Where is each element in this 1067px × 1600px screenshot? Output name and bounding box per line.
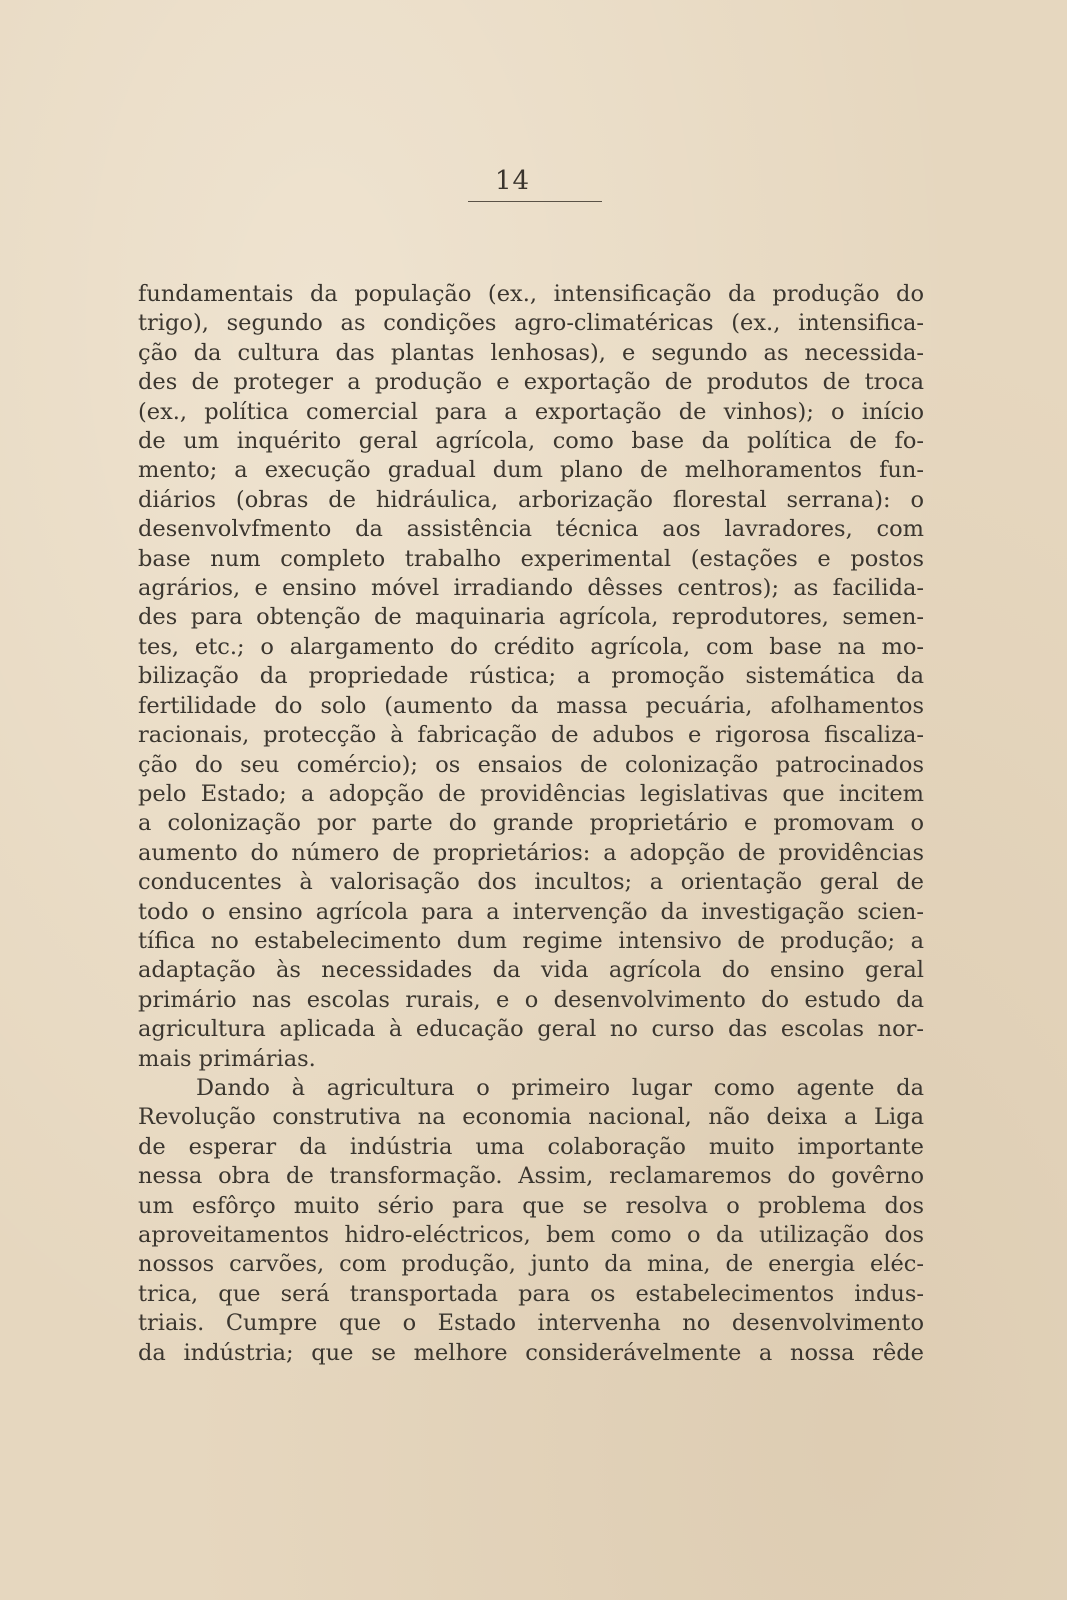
text-line: tes, etc.; o alargamento do crédito agrícola, com base na mo- xyxy=(138,633,924,660)
text-line: des de proteger a produção e exportação de produtos de troca xyxy=(138,369,924,396)
text-line: de esperar da indústria uma colaboração muito importante xyxy=(138,1133,924,1160)
text-line: mento; a execução gradual dum plano de melhoramentos fun- xyxy=(138,457,924,484)
text-line: nossos carvões, com produção, junto da mina, de energia eléc- xyxy=(138,1251,924,1278)
text-line: Revolução construtiva na economia nacional, não deixa a Liga xyxy=(138,1104,924,1131)
text-line: diários (obras de hidráulica, arborização florestal serrana): o xyxy=(138,486,924,513)
text-line: nessa obra de transformação. Assim, reclamaremos do govêrno xyxy=(138,1163,924,1190)
text-line: aumento do número de proprietários: a adopção de providências xyxy=(138,839,924,866)
text-line: da indústria; que se melhore considerávelmente a nossa rêde xyxy=(138,1339,924,1366)
text-line: aproveitamentos hidro-eléctricos, bem como o da utilização dos xyxy=(138,1222,924,1248)
text-line: todo o ensino agrícola para a intervenção da investigação scien- xyxy=(138,898,924,925)
text-line: pelo Estado; a adopção de providências legislativas que incitem xyxy=(138,780,924,807)
text-line: bilização da propriedade rústica; a promoção sistemática da xyxy=(138,663,924,690)
text-line: fundamentais da população (ex., intensificação da produção do xyxy=(138,281,924,307)
text-line: Dando à agricultura o primeiro lugar como agente da xyxy=(196,1074,924,1101)
text-line: primário nas escolas rurais, e o desenvolvimento do estudo da xyxy=(138,986,924,1013)
text-line: base num completo trabalho experimental (estações e postos xyxy=(138,545,924,572)
text-line: triais. Cumpre que o Estado intervenha no desenvolvimento xyxy=(138,1310,924,1337)
text-line: ção da cultura das plantas lenhosas), e segundo as necessida- xyxy=(138,339,924,366)
text-line: des para obtenção de maquinaria agrícola, reprodutores, semen- xyxy=(138,604,924,631)
text-line: trigo), segundo as condições agro-climatéricas (ex., intensifica- xyxy=(138,310,924,337)
body-text xyxy=(138,280,924,1368)
text-line: adaptação às necessidades da vida agrícola do ensino geral xyxy=(138,957,924,984)
text-line: a colonização por parte do grande proprietário e promovam o xyxy=(138,810,924,837)
text-line: mais primárias. xyxy=(138,1045,316,1072)
text-line: fertilidade do solo (aumento da massa pecuária, afolhamentos xyxy=(138,692,924,719)
text-line: conducentes à valorisação dos incultos; a orientação geral de xyxy=(138,869,924,896)
text-line: (ex., política comercial para a exportação de vinhos); o início xyxy=(138,398,924,425)
text-line: racionais, protecção à fabricação de adubos e rigorosa fiscaliza- xyxy=(138,722,924,749)
page-number: 14 xyxy=(495,166,531,196)
text-line: desenvolvfmento da assistência técnica aos lavradores, com xyxy=(138,516,924,543)
text-line: ção do seu comércio); os ensaios de colonização patrocinados xyxy=(138,751,924,778)
text-line: agrários, e ensino móvel irradiando dêsses centros); as facilida- xyxy=(138,575,924,602)
text-line: trica, que será transportada para os estabelecimentos indus- xyxy=(138,1280,924,1307)
text-line: um esfôrço muito sério para que se resolva o problema dos xyxy=(138,1192,924,1219)
text-line: de um inquérito geral agrícola, como base da política de fo- xyxy=(138,428,924,455)
text-line: agricultura aplicada à educação geral no curso das escolas nor- xyxy=(138,1016,924,1043)
page-number-rule xyxy=(468,201,602,202)
text-line: tífica no estabelecimento dum regime intensivo de produção; a xyxy=(138,927,924,954)
